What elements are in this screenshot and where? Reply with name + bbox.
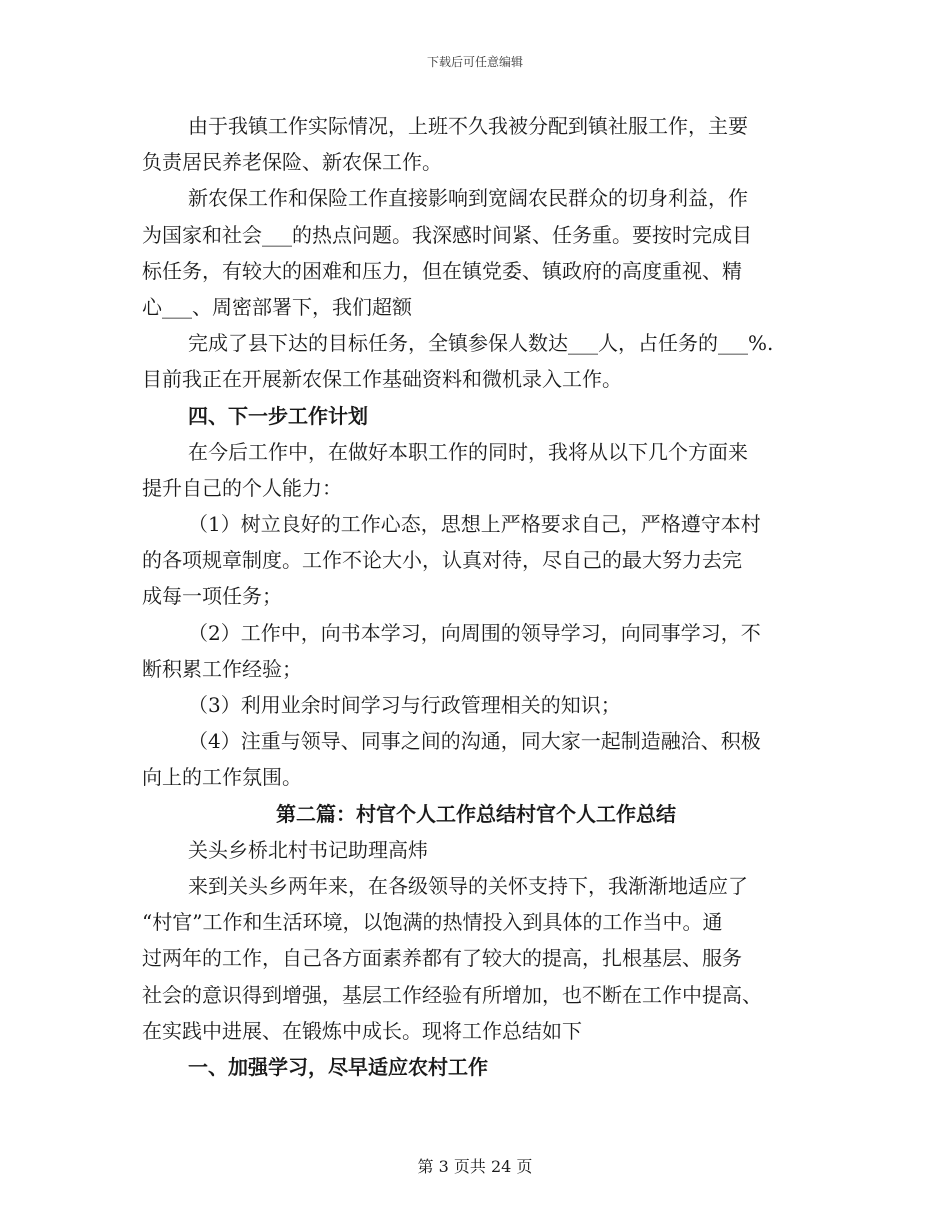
page-footer: 第 3 页共 24 页 bbox=[417, 1157, 533, 1176]
paragraph-line: 完成了县下达的目标任务，全镇参保人数达___人，占任务的___%. bbox=[188, 331, 774, 356]
author-line: 关头乡桥北村书记助理高炜 bbox=[188, 837, 428, 862]
list-item-line: （3）利用业余时间学习与行政管理相关的知识； bbox=[188, 693, 621, 717]
page-header: 下载后可任意编辑 bbox=[426, 55, 523, 69]
list-item-line: 向上的工作氛围。 bbox=[142, 765, 302, 790]
paragraph-line: 负责居民养老保险、新农保工作。 bbox=[142, 150, 442, 175]
list-item-line: （1）树立良好的工作心态，思想上严格要求自己，严格遵守本村 bbox=[188, 512, 761, 537]
document-body bbox=[142, 108, 810, 1085]
paragraph-line: 目前我正在开展新农保工作基础资料和微机录入工作。 bbox=[142, 367, 622, 392]
paragraph-line: 标任务，有较大的困难和压力，但在镇党委、镇政府的高度重视、精 bbox=[142, 258, 742, 283]
paragraph-line: 新农保工作和保险工作直接影响到宽阔农民群众的切身利益，作 bbox=[188, 186, 748, 211]
paragraph-line: 心___、周密部署下，我们超额 bbox=[142, 294, 412, 319]
chapter-title: 第二篇：村官个人工作总结村官个人工作总结 bbox=[276, 801, 676, 826]
list-item-line: （4）注重与领导、同事之间的沟通，同大家一起制造融洽、积极 bbox=[188, 729, 761, 754]
section-heading: 一、加强学习，尽早适应农村工作 bbox=[188, 1054, 488, 1079]
paragraph-line: 过两年的工作，自己各方面素养都有了较大的提高，扎根基层、服务 bbox=[142, 946, 742, 971]
list-item-line: 断积累工作经验； bbox=[142, 656, 302, 681]
paragraph-line: 来到关头乡两年来，在各级领导的关怀支持下，我渐渐地适应了 bbox=[188, 873, 748, 898]
list-item-line: （2）工作中，向书本学习，向周围的领导学习，向同事学习，不 bbox=[188, 620, 761, 645]
paragraph-line: 为国家和社会___的热点问题。我深感时间紧、任务重。要按时完成目 bbox=[142, 222, 752, 247]
section-heading: 四、下一步工作计划 bbox=[188, 403, 368, 428]
paragraph-line: 提升自己的个人能力： bbox=[142, 475, 342, 500]
list-item-line: 的各项规章制度。工作不论大小，认真对待，尽自己的最大努力去完 bbox=[142, 548, 742, 573]
paragraph-line: 社会的意识得到增强，基层工作经验有所增加，也不断在工作中提高、 bbox=[142, 982, 762, 1007]
paragraph-line: “村官”工作和生活环境，以饱满的热情投入到具体的工作当中。通 bbox=[142, 910, 723, 935]
paragraph-line: 在实践中进展、在锻炼中成长。现将工作总结如下 bbox=[142, 1018, 582, 1043]
list-item-line: 成每一项任务； bbox=[142, 584, 282, 609]
paragraph-line: 在今后工作中，在做好本职工作的同时，我将从以下几个方面来 bbox=[188, 439, 748, 464]
paragraph-line: 由于我镇工作实际情况，上班不久我被分配到镇社服工作，主要 bbox=[188, 114, 748, 138]
